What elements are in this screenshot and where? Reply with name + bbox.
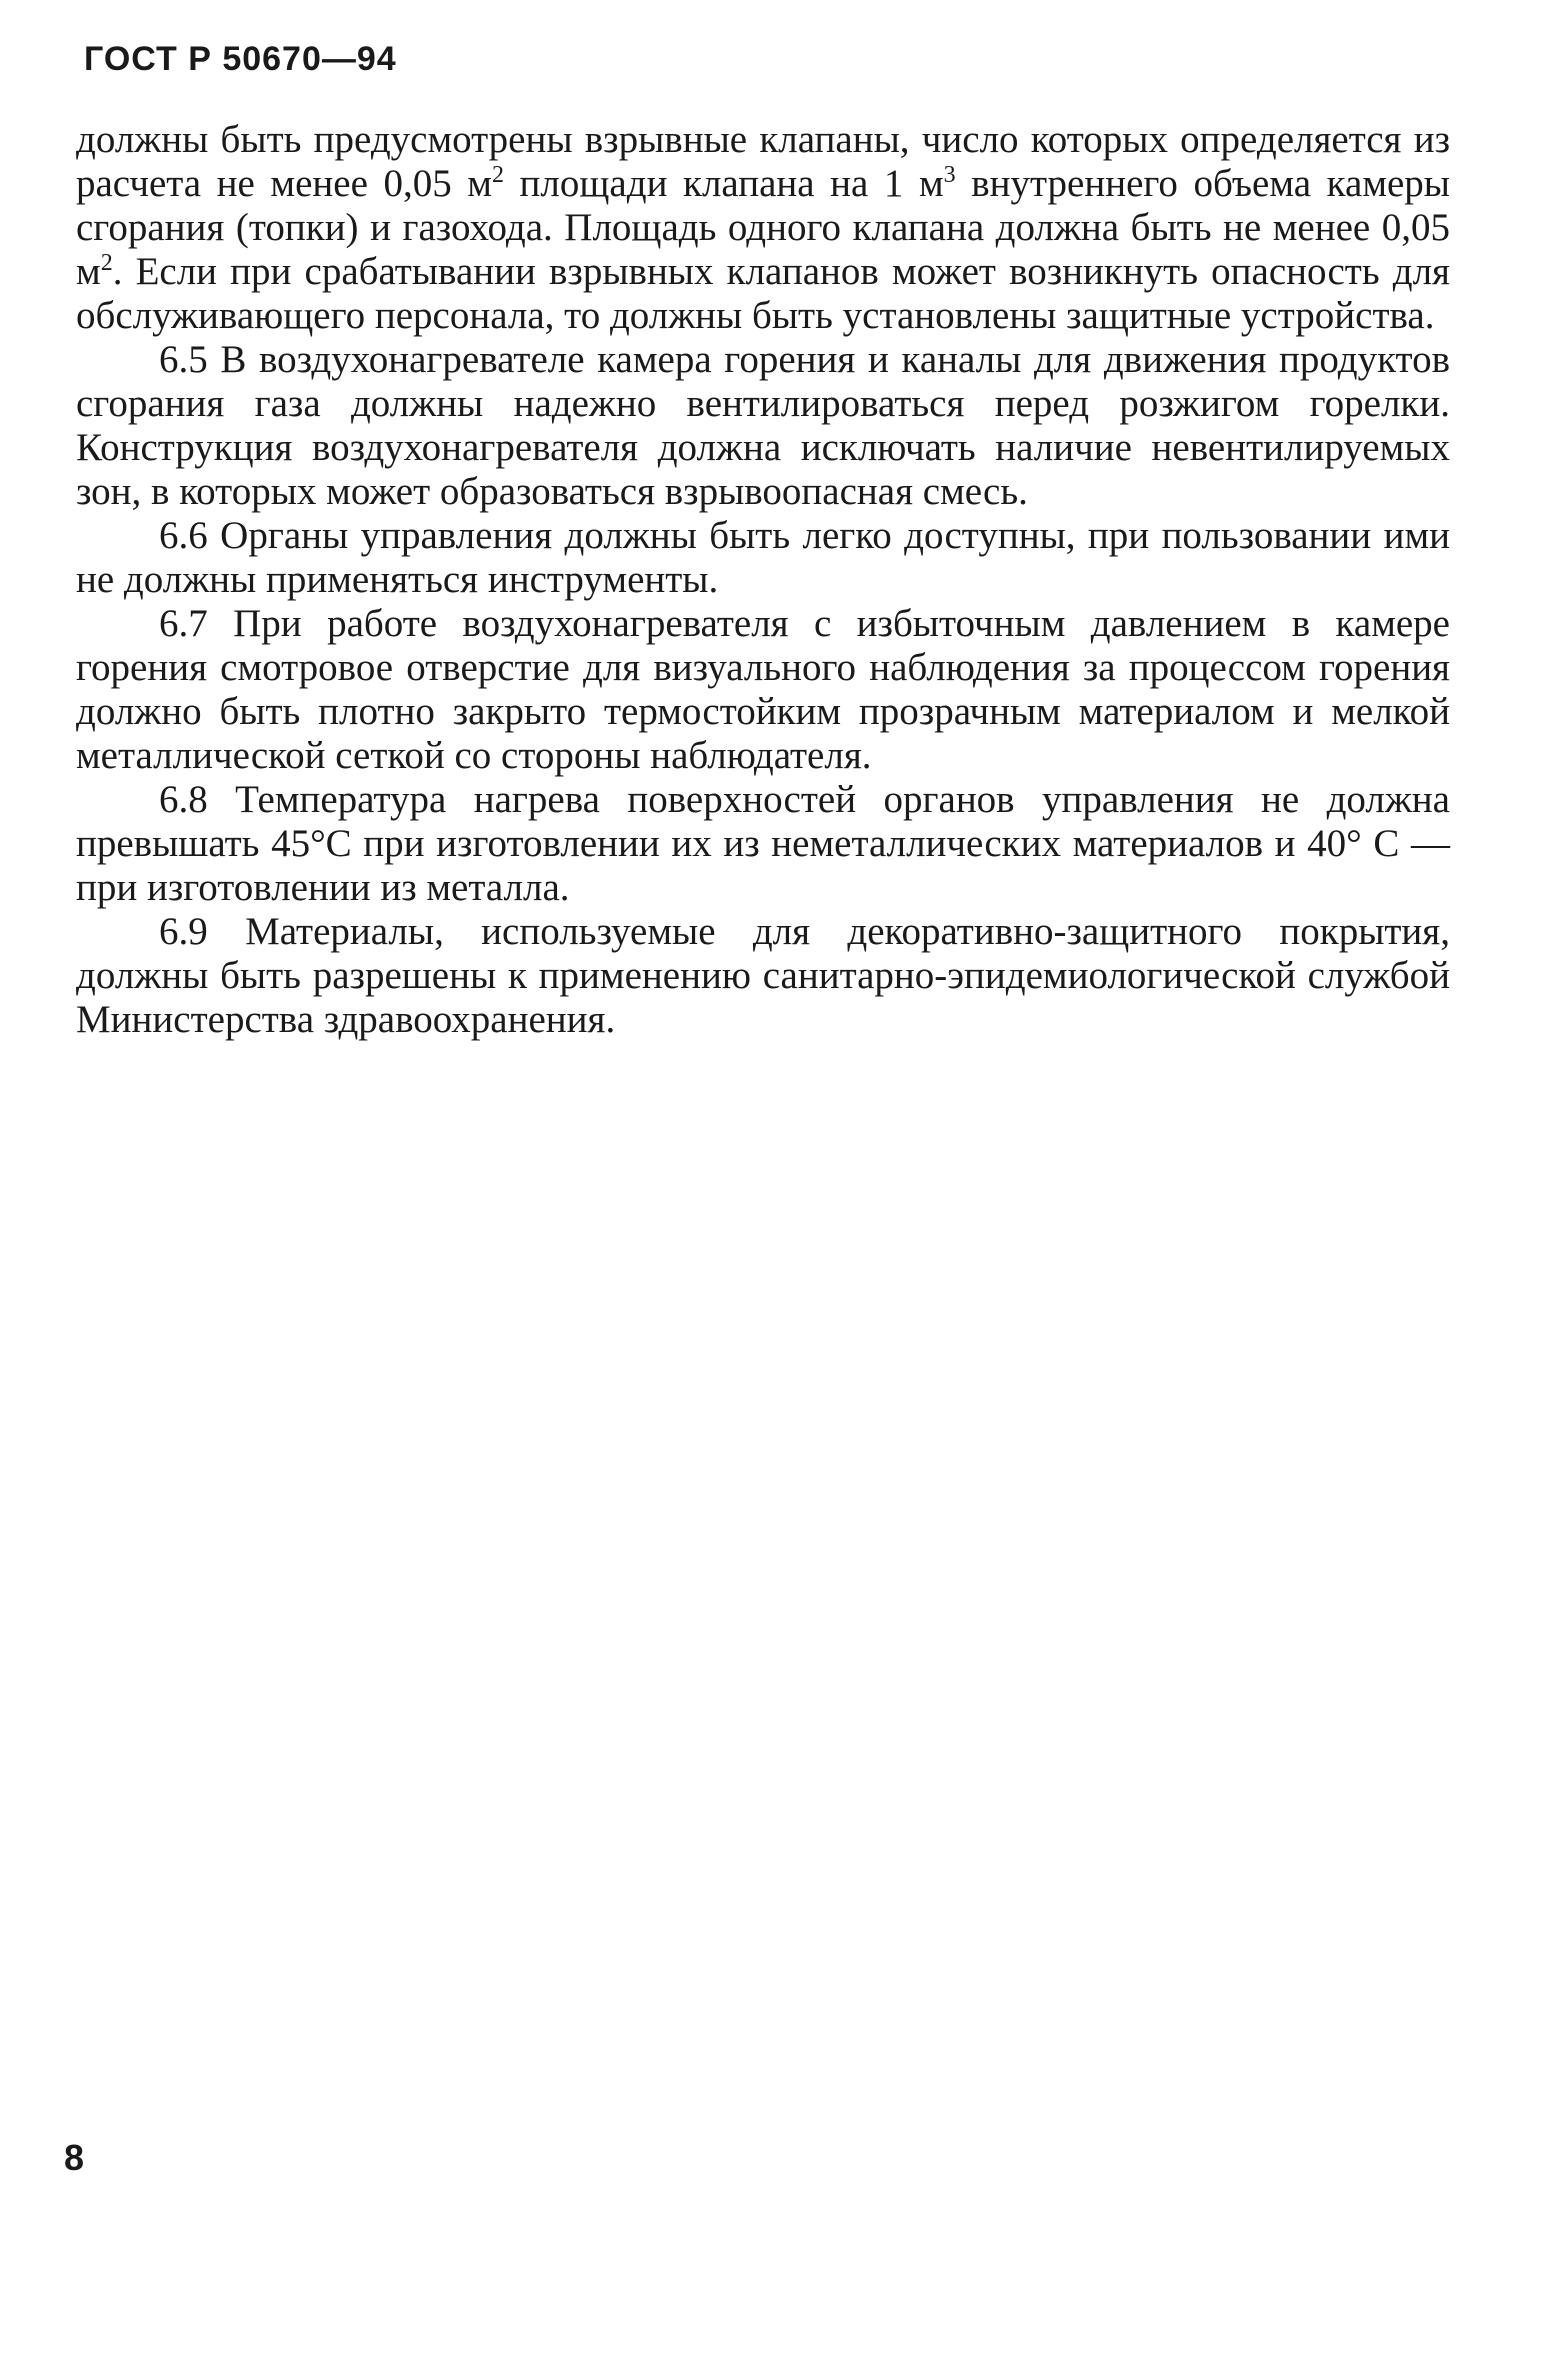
standard-header: ГОСТ Р 50670—94 xyxy=(84,40,397,78)
superscript: 2 xyxy=(100,250,113,276)
paragraph-text: должны быть предусмотрены взрывные клапаны, число которых определяется из расчета не менее 0,05 м xyxy=(76,118,1450,205)
superscript: 3 xyxy=(943,162,956,188)
superscript: 2 xyxy=(491,162,504,188)
paragraph-text: . Если при срабатывании взрывных клапанов может возникнуть опасность для обслуживающего персонала, то должны быть установлены защитные устройства. xyxy=(76,250,1450,337)
paragraph-text: внутреннего объема камеры сгорания (топки) и газохода. Площадь одного клапана должна быть не менее 0,05 м xyxy=(76,162,1451,293)
paragraph-text: площади клапана на 1 м xyxy=(503,162,944,205)
paragraph-6-6: 6.6 Органы управления должны быть легко доступны, при пользовании ими не должны применяться инструменты. xyxy=(76,514,1450,601)
paragraph-6-5: 6.5 В воздухонагревателе камера горения и каналы для движения продуктов сгорания газа должны надежно вентилироваться перед розжигом горелки. Конструкция воздухонагревателя должна исключать наличие невентилируемых зон, в которых может образоваться взрывоопасная смесь. xyxy=(76,338,1450,513)
paragraph-6-7: 6.7 При работе воздухонагревателя с избыточным давлением в камере горения смотровое отверстие для визуального наблюдения за процессом горения должно быть плотно закрыто термостойким прозрачным материалом и мелкой металлической сеткой со стороны наблюдателя. xyxy=(76,602,1450,777)
paragraph-6-8: 6.8 Температура нагрева поверхностей органов управления не должна превышать 45°С при изготовлении их из неметаллических материалов и 40° С — при изготовлении из металла. xyxy=(76,778,1450,909)
paragraph-explosion-valves xyxy=(76,118,1450,338)
paragraph-6-9: 6.9 Материалы, используемые для декоративно-защитного покрытия, должны быть разрешены к применению санитарно-эпидемиологической службой Министерства здравоохранения. xyxy=(76,910,1450,1041)
body-text xyxy=(76,118,1450,1042)
page-number: 8 xyxy=(64,2137,85,2178)
